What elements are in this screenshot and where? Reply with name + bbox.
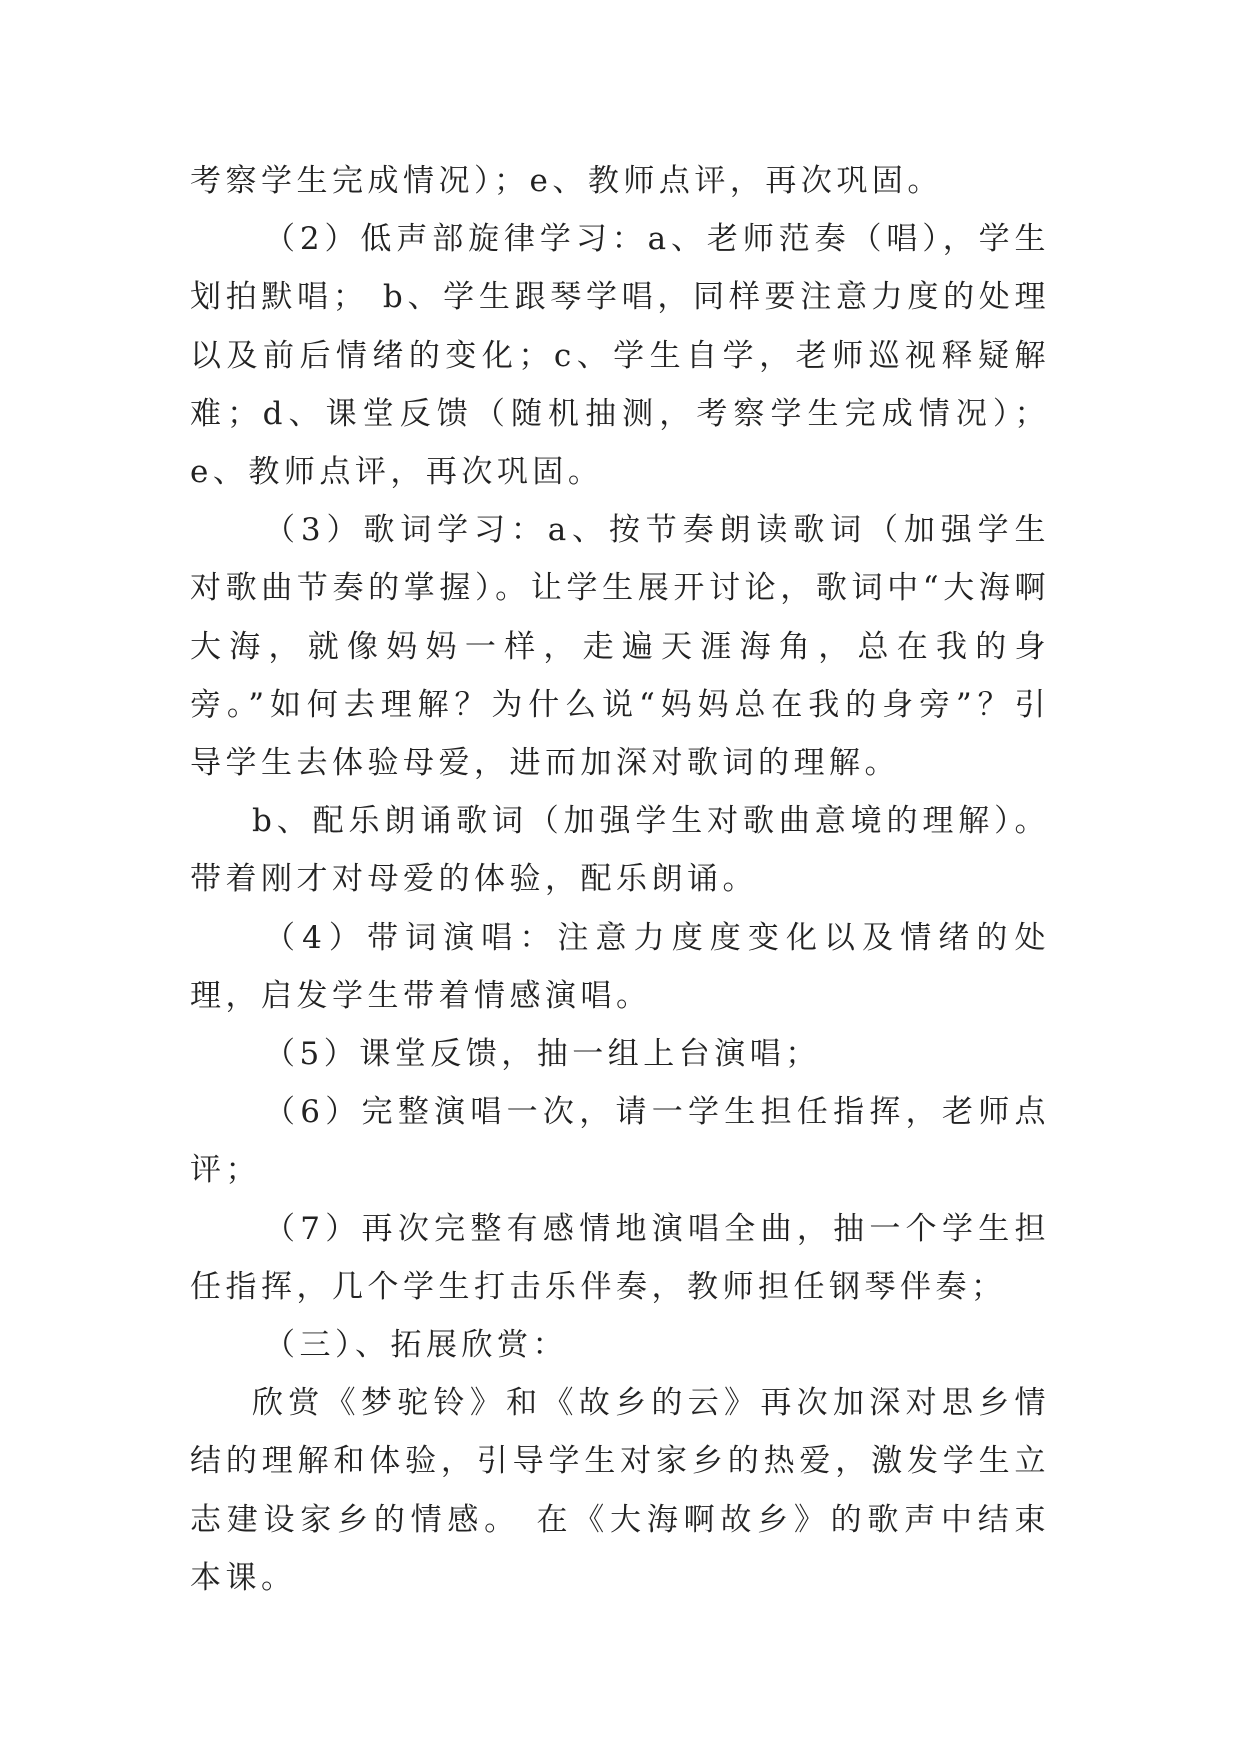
paragraph-singing-with-lyrics: （4）带词演唱：注意力度度变化以及情绪的处理，启发学生带着情感演唱。 <box>190 919 1050 1014</box>
paragraph-emotional-singing: （7）再次完整有感情地演唱全曲，抽一个学生担任指挥，几个学生打击乐伴奏，教师担任钢琴伴奏； <box>190 1210 1050 1305</box>
paragraph-continuation: 考察学生完成情况）；e、教师点评，再次巩固。 <box>190 163 943 199</box>
paragraph-full-singing: （6）完整演唱一次，请一学生担任指挥，老师点评； <box>190 1094 1050 1189</box>
section-heading-extension: （三）、拓展欣赏： <box>264 1327 568 1364</box>
paragraph-feedback: （5）课堂反馈，抽一组上台演唱； <box>264 1036 821 1073</box>
paragraph-appreciation: 欣赏《梦驼铃》和《故乡的云》再次加深对思乡情结的理解和体验，引导学生对家乡的热爱，激发学生立志建设家乡的情感。 在《大海啊故乡》的歌声中结束本课。 <box>190 1385 1050 1596</box>
paragraph-lyrics-study: （3）歌词学习：a、按节奏朗读歌词（加强学生对歌曲节奏的掌握）。让学生展开讨论，歌词中“大海啊大海，就像妈妈一样，走遍天涯海角，总在我的身旁。”如何去理解？为什么说“妈妈总在我的身旁”？引导学生去体验母爱，进而加深对歌词的理解。 <box>190 512 1050 782</box>
body-text <box>190 152 1050 1607</box>
paragraph-low-voice-melody: （2）低声部旋律学习：a、老师范奏（唱），学生划拍默唱； b、学生跟琴学唱，同样要注意力度的处理以及前后情绪的变化；c、学生自学，老师巡视释疑解难；d、课堂反馈（随机抽测，考察学生完成情况）；e、教师点评，再次巩固。 <box>190 221 1050 491</box>
paragraph-lyrics-recitation: b、配乐朗诵歌词（加强学生对歌曲意境的理解）。带着刚才对母爱的体验，配乐朗诵。 <box>190 803 1050 898</box>
